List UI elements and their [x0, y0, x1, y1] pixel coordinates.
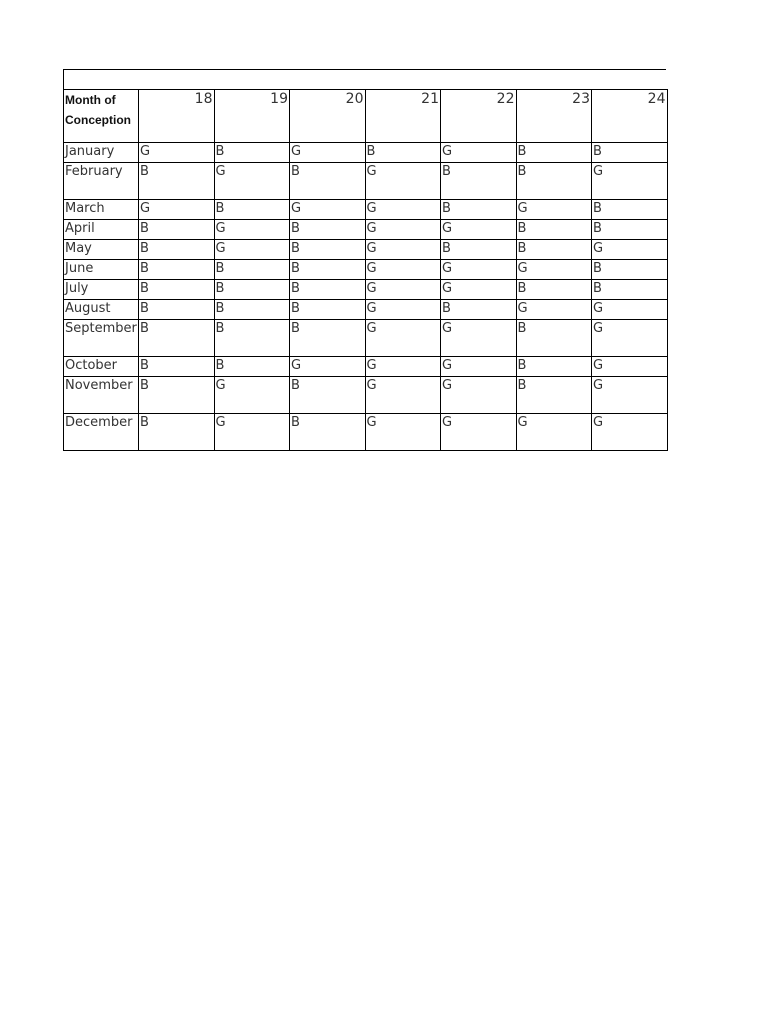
gender-cell[interactable]: B [516, 163, 592, 200]
gender-cell[interactable]: G [290, 143, 366, 163]
gender-cell[interactable]: B [214, 200, 290, 220]
gender-cell[interactable]: B [441, 240, 517, 260]
gender-cell[interactable]: B [139, 260, 215, 280]
gender-cell[interactable]: G [441, 220, 517, 240]
table-row [64, 200, 668, 220]
gender-cell[interactable]: B [214, 280, 290, 300]
gender-cell[interactable]: G [365, 357, 441, 377]
gender-cell[interactable]: B [516, 143, 592, 163]
gender-cell[interactable]: B [516, 320, 592, 357]
gender-cell[interactable]: G [139, 143, 215, 163]
month-cell[interactable]: February [64, 163, 139, 200]
gender-cell[interactable]: G [365, 320, 441, 357]
gender-cell[interactable]: B [139, 280, 215, 300]
month-cell[interactable]: September [64, 320, 139, 357]
gender-cell[interactable]: G [516, 260, 592, 280]
gender-cell[interactable]: B [290, 280, 366, 300]
gender-cell[interactable]: G [365, 280, 441, 300]
gender-cell[interactable]: G [516, 300, 592, 320]
blank-title-row [63, 69, 666, 89]
month-cell[interactable]: December [64, 414, 139, 451]
gender-cell[interactable]: G [441, 320, 517, 357]
gender-cell[interactable]: G [592, 377, 668, 414]
table-body [64, 143, 668, 451]
age-header-cell[interactable]: 18 [139, 90, 215, 143]
gender-cell[interactable]: B [290, 220, 366, 240]
gender-cell[interactable]: G [365, 414, 441, 451]
table-row [64, 377, 668, 414]
gender-cell[interactable]: G [441, 414, 517, 451]
gender-cell[interactable]: G [214, 220, 290, 240]
table-row [64, 220, 668, 240]
gender-cell[interactable]: B [516, 220, 592, 240]
gender-cell[interactable]: B [139, 240, 215, 260]
gender-cell[interactable]: G [592, 163, 668, 200]
gender-cell[interactable]: G [441, 280, 517, 300]
gender-cell[interactable]: B [214, 300, 290, 320]
gender-cell[interactable]: B [290, 414, 366, 451]
month-cell[interactable]: June [64, 260, 139, 280]
gender-cell[interactable]: G [592, 300, 668, 320]
gender-cell[interactable]: G [365, 200, 441, 220]
table-row [64, 300, 668, 320]
gender-cell[interactable]: B [290, 163, 366, 200]
gender-cell[interactable]: G [516, 200, 592, 220]
gender-cell[interactable]: B [365, 143, 441, 163]
month-cell[interactable]: March [64, 200, 139, 220]
gender-cell[interactable]: B [214, 357, 290, 377]
gender-cell[interactable]: B [592, 260, 668, 280]
gender-cell[interactable]: G [592, 320, 668, 357]
gender-cell[interactable]: G [365, 260, 441, 280]
gender-cell[interactable]: B [139, 320, 215, 357]
gender-cell[interactable]: G [592, 414, 668, 451]
gender-cell[interactable]: B [214, 260, 290, 280]
gender-cell[interactable]: G [214, 163, 290, 200]
gender-cell[interactable]: B [592, 280, 668, 300]
gender-cell[interactable]: G [441, 377, 517, 414]
table-row [64, 357, 668, 377]
gender-cell[interactable]: G [290, 357, 366, 377]
header-row [64, 90, 668, 143]
age-header-cell[interactable]: 24 [592, 90, 668, 143]
gender-cell[interactable]: G [365, 163, 441, 200]
month-cell[interactable]: October [64, 357, 139, 377]
gender-cell[interactable]: G [441, 357, 517, 377]
month-cell[interactable]: January [64, 143, 139, 163]
table-row [64, 320, 668, 357]
month-cell[interactable]: July [64, 280, 139, 300]
conception-table [63, 89, 668, 451]
gender-cell[interactable]: G [365, 220, 441, 240]
table-row [64, 163, 668, 200]
month-cell[interactable]: April [64, 220, 139, 240]
gender-cell[interactable]: B [139, 414, 215, 451]
gender-cell[interactable]: G [214, 414, 290, 451]
gender-cell[interactable]: G [290, 200, 366, 220]
table-row [64, 280, 668, 300]
age-header-cell[interactable]: 21 [365, 90, 441, 143]
gender-cell[interactable]: B [139, 377, 215, 414]
gender-cell[interactable]: B [139, 357, 215, 377]
gender-cell[interactable]: G [139, 200, 215, 220]
gender-cell[interactable]: B [441, 200, 517, 220]
gender-cell[interactable]: B [290, 260, 366, 280]
gender-cell[interactable]: B [290, 377, 366, 414]
age-header-cell[interactable]: 23 [516, 90, 592, 143]
gender-cell[interactable]: G [365, 377, 441, 414]
gender-cell[interactable]: B [139, 220, 215, 240]
gender-cell[interactable]: B [516, 240, 592, 260]
table-row [64, 240, 668, 260]
gender-cell[interactable]: B [290, 240, 366, 260]
gender-cell[interactable]: B [516, 357, 592, 377]
gender-cell[interactable]: B [441, 163, 517, 200]
gender-cell[interactable]: G [214, 377, 290, 414]
gender-cell[interactable]: B [592, 143, 668, 163]
gender-cell[interactable]: G [214, 240, 290, 260]
month-cell[interactable]: August [64, 300, 139, 320]
month-cell[interactable]: November [64, 377, 139, 414]
gender-cell[interactable]: G [441, 143, 517, 163]
gender-cell[interactable]: B [214, 320, 290, 357]
gender-cell[interactable]: G [441, 260, 517, 280]
age-header-cell[interactable]: 22 [441, 90, 517, 143]
gender-cell[interactable]: B [592, 200, 668, 220]
age-header-cell[interactable]: 19 [214, 90, 290, 143]
gender-cell[interactable]: G [516, 414, 592, 451]
gender-cell[interactable]: B [139, 163, 215, 200]
gender-cell[interactable]: B [290, 300, 366, 320]
gender-cell[interactable]: B [290, 320, 366, 357]
gender-cell[interactable]: B [592, 220, 668, 240]
month-cell[interactable]: May [64, 240, 139, 260]
gender-cell[interactable]: G [365, 300, 441, 320]
gender-cell[interactable]: G [365, 240, 441, 260]
gender-cell[interactable]: G [592, 240, 668, 260]
age-header-cell[interactable]: 20 [290, 90, 366, 143]
month-header-cell[interactable]: Month of Conception [64, 90, 139, 143]
gender-cell[interactable]: B [139, 300, 215, 320]
gender-cell[interactable]: B [516, 280, 592, 300]
gender-cell[interactable]: B [214, 143, 290, 163]
gender-cell[interactable]: G [592, 357, 668, 377]
table-row [64, 143, 668, 163]
table-row [64, 414, 668, 451]
table-row [64, 260, 668, 280]
spreadsheet [63, 69, 666, 451]
gender-cell[interactable]: B [516, 377, 592, 414]
gender-cell[interactable]: B [441, 300, 517, 320]
